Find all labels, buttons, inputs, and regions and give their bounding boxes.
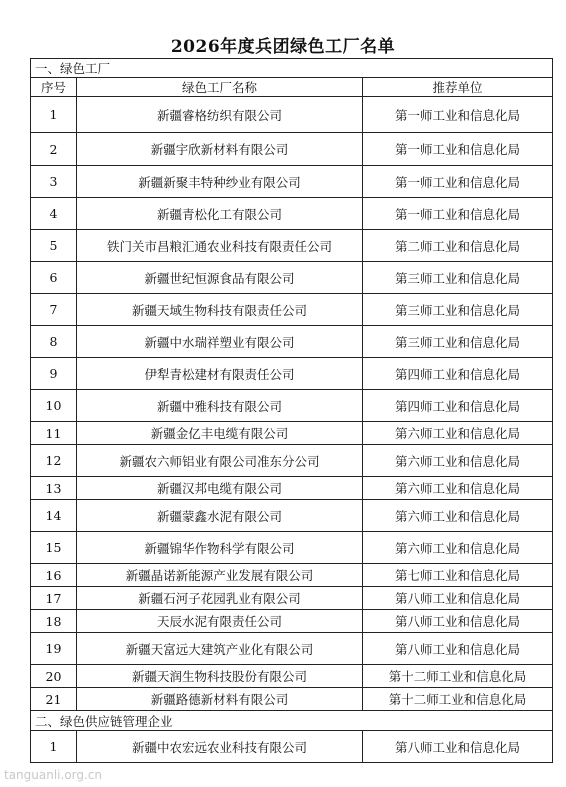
table-row: [31, 390, 553, 422]
table-row: [31, 731, 553, 763]
factory-name: 新疆中农宏远农业科技有限公司: [77, 731, 363, 763]
factory-name: 新疆石河子花园乳业有限公司: [77, 587, 363, 610]
factory-name: 新疆宇欣新材料有限公司: [77, 133, 363, 166]
row-number: 20: [31, 665, 77, 688]
recommending-unit: 第六师工业和信息化局: [363, 422, 553, 445]
recommending-unit: 第一师工业和信息化局: [363, 97, 553, 133]
header-unit: 推荐单位: [363, 78, 553, 97]
table-row: [31, 294, 553, 326]
factory-name: 新疆天域生物科技有限责任公司: [77, 294, 363, 326]
factory-name: 新疆睿格纺织有限公司: [77, 97, 363, 133]
row-number: 9: [31, 358, 77, 390]
recommending-unit: 第一师工业和信息化局: [363, 198, 553, 230]
row-number: 8: [31, 326, 77, 358]
row-number: 16: [31, 564, 77, 587]
row-number: 11: [31, 422, 77, 445]
recommending-unit: 第八师工业和信息化局: [363, 633, 553, 665]
recommending-unit: 第二师工业和信息化局: [363, 230, 553, 262]
table-row: [31, 262, 553, 294]
table-row: [31, 688, 553, 711]
section-title: 一、绿色工厂: [31, 59, 553, 78]
recommending-unit: 第八师工业和信息化局: [363, 610, 553, 633]
table-row: [31, 610, 553, 633]
recommending-unit: 第四师工业和信息化局: [363, 358, 553, 390]
recommending-unit: 第六师工业和信息化局: [363, 445, 553, 477]
factory-name: 新疆中水瑞祥塑业有限公司: [77, 326, 363, 358]
table-row: [31, 97, 553, 133]
factory-name: 新疆晶诺新能源产业发展有限公司: [77, 564, 363, 587]
section-header-supply-chain: [31, 711, 553, 731]
factory-name: 新疆新聚丰特种纱业有限公司: [77, 166, 363, 198]
table-row: [31, 532, 553, 564]
row-number: 1: [31, 97, 77, 133]
row-number: 6: [31, 262, 77, 294]
column-header-row: [31, 78, 553, 97]
row-number: 14: [31, 500, 77, 532]
factory-name: 新疆路德新材料有限公司: [77, 688, 363, 711]
row-number: 3: [31, 166, 77, 198]
recommending-unit: 第三师工业和信息化局: [363, 294, 553, 326]
factory-name: 新疆锦华作物科学有限公司: [77, 532, 363, 564]
recommending-unit: 第一师工业和信息化局: [363, 133, 553, 166]
factory-name: 新疆金亿丰电缆有限公司: [77, 422, 363, 445]
factory-name: 新疆中雅科技有限公司: [77, 390, 363, 422]
recommending-unit: 第八师工业和信息化局: [363, 587, 553, 610]
recommending-unit: 第七师工业和信息化局: [363, 564, 553, 587]
recommending-unit: 第四师工业和信息化局: [363, 390, 553, 422]
factory-name: 天辰水泥有限责任公司: [77, 610, 363, 633]
table-row: [31, 564, 553, 587]
row-number: 18: [31, 610, 77, 633]
table-row: [31, 587, 553, 610]
table-row: [31, 230, 553, 262]
recommending-unit: 第六师工业和信息化局: [363, 532, 553, 564]
recommending-unit: 第三师工业和信息化局: [363, 262, 553, 294]
row-number: 12: [31, 445, 77, 477]
factory-name: 新疆天润生物科技股份有限公司: [77, 665, 363, 688]
section-title: 二、绿色供应链管理企业: [31, 711, 553, 731]
recommending-unit: 第六师工业和信息化局: [363, 477, 553, 500]
recommending-unit: 第六师工业和信息化局: [363, 500, 553, 532]
row-number: 15: [31, 532, 77, 564]
recommending-unit: 第一师工业和信息化局: [363, 166, 553, 198]
factory-name: 新疆世纪恒源食品有限公司: [77, 262, 363, 294]
row-number: 1: [31, 731, 77, 763]
section-header-green-factory: [31, 59, 553, 78]
factory-name: 新疆农六师铝业有限公司准东分公司: [77, 445, 363, 477]
row-number: 19: [31, 633, 77, 665]
row-number: 10: [31, 390, 77, 422]
table-row: [31, 477, 553, 500]
row-number: 4: [31, 198, 77, 230]
row-number: 5: [31, 230, 77, 262]
table-body: [31, 59, 553, 763]
watermark-text: tanguanli.org.cn: [4, 768, 103, 782]
table-row: [31, 198, 553, 230]
table-row: [31, 133, 553, 166]
factory-name: 新疆蒙鑫水泥有限公司: [77, 500, 363, 532]
factory-name: 新疆汉邦电缆有限公司: [77, 477, 363, 500]
row-number: 17: [31, 587, 77, 610]
page-title: 2026年度兵团绿色工厂名单: [170, 37, 396, 57]
table-row: [31, 633, 553, 665]
green-factory-table: [30, 58, 553, 763]
header-name: 绿色工厂名称: [77, 78, 363, 97]
header-no: 序号: [31, 78, 77, 97]
row-number: 13: [31, 477, 77, 500]
table-row: [31, 422, 553, 445]
row-number: 2: [31, 133, 77, 166]
recommending-unit: 第十二师工业和信息化局: [363, 665, 553, 688]
recommending-unit: 第三师工业和信息化局: [363, 326, 553, 358]
table-row: [31, 500, 553, 532]
factory-name: 新疆天富远大建筑产业化有限公司: [77, 633, 363, 665]
row-number: 7: [31, 294, 77, 326]
factory-name: 伊犁青松建材有限责任公司: [77, 358, 363, 390]
recommending-unit: 第八师工业和信息化局: [363, 731, 553, 763]
recommending-unit: 第十二师工业和信息化局: [363, 688, 553, 711]
table-row: [31, 665, 553, 688]
row-number: 21: [31, 688, 77, 711]
table-row: [31, 445, 553, 477]
table-row: [31, 358, 553, 390]
factory-name: 新疆青松化工有限公司: [77, 198, 363, 230]
table-row: [31, 326, 553, 358]
factory-name: 铁门关市昌粮汇通农业科技有限责任公司: [77, 230, 363, 262]
table-row: [31, 166, 553, 198]
